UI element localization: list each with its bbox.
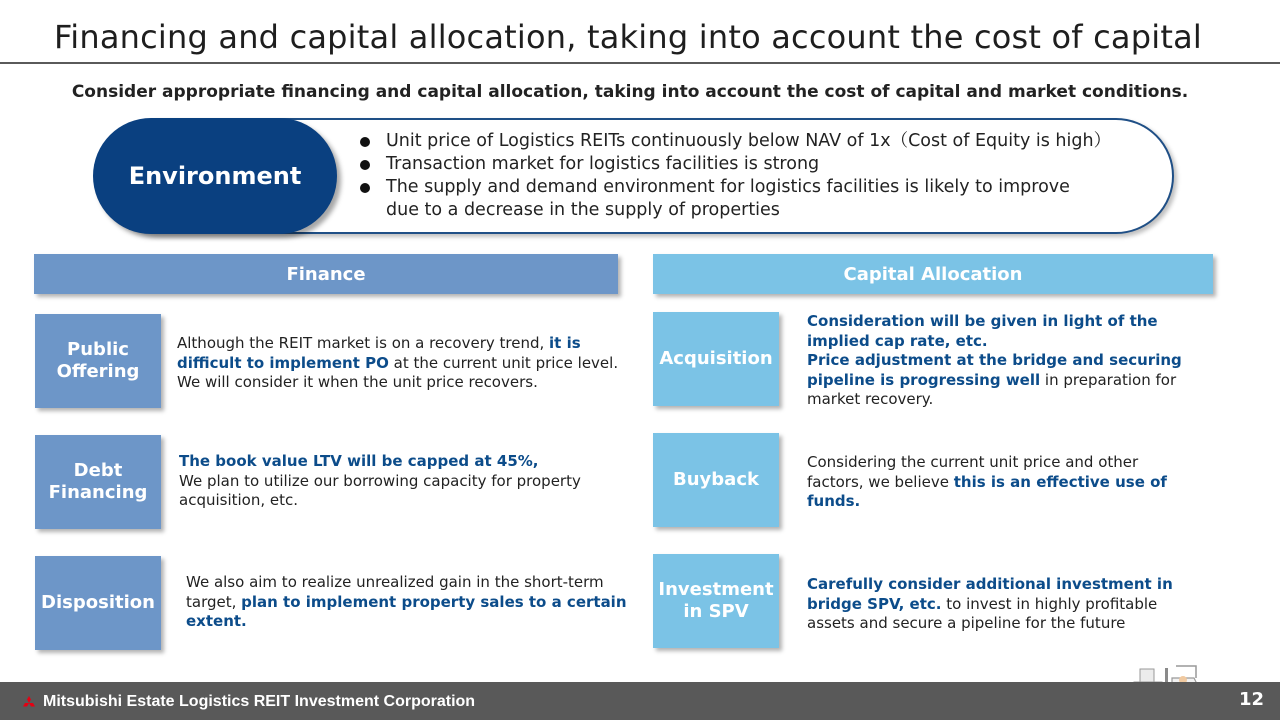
- footer-company-name: Mitsubishi Estate Logistics REIT Investment Corporation: [43, 693, 476, 710]
- acquisition-highlight-a: Consideration will be given in light of the implied cap rate, etc.: [807, 312, 1158, 350]
- title-divider: [0, 62, 1280, 64]
- public-offering-label-line2: Offering: [56, 361, 140, 382]
- investment-spv-tile: [653, 554, 779, 648]
- buyback-description: [807, 453, 1199, 512]
- bullet-dot-icon: [360, 160, 370, 170]
- environment-bullet: [360, 176, 1111, 199]
- debt-financing-highlight: The book value LTV will be capped at 45%,: [179, 452, 539, 470]
- environment-bullet-continuation: due to a decrease in the supply of properties: [386, 200, 780, 220]
- buyback-highlight: this is an effective use of funds.: [807, 472, 1167, 510]
- acquisition-label: Acquisition: [659, 348, 773, 369]
- investment-spv-label-line2: in SPV: [683, 601, 749, 622]
- public-offering-text-c: at the current unit price level. We will consider it when the unit price recovers.: [177, 353, 619, 391]
- investment-spv-label-line1: Investment: [658, 579, 774, 600]
- disposition-label: Disposition: [41, 592, 155, 613]
- page-subtitle: Consider appropriate financing and capital allocation, taking into account the cost of capital and market conditions.: [71, 82, 1189, 102]
- debt-financing-tile: [35, 435, 161, 529]
- environment-bullet: [360, 153, 1111, 176]
- environment-bullet-list: [360, 130, 1111, 222]
- capital-allocation-header: Capital Allocation: [653, 254, 1213, 294]
- public-offering-highlight: it is difficult to implement PO: [177, 334, 581, 372]
- acquisition-text-c: in preparation for market recovery.: [807, 370, 1177, 408]
- investment-spv-description: [807, 575, 1202, 634]
- page-title: Financing and capital allocation, taking into account the cost of capital: [54, 18, 1202, 56]
- acquisition-tile: [653, 312, 779, 406]
- investment-spv-highlight: Carefully consider additional investment in bridge SPV, etc.: [807, 575, 1173, 613]
- debt-financing-label-line1: Debt: [73, 460, 123, 481]
- finance-header: Finance: [34, 254, 618, 294]
- disposition-highlight: plan to implement property sales to a certain extent.: [186, 592, 627, 630]
- disposition-description: [186, 573, 636, 632]
- acquisition-highlight-b: Price adjustment at the bridge and securing pipeline is progressing well: [807, 351, 1182, 389]
- environment-badge: [93, 118, 337, 234]
- public-offering-label-line1: Public: [67, 339, 129, 360]
- mitsubishi-logo-icon: [22, 696, 36, 709]
- environment-label: Environment: [128, 162, 302, 190]
- page-number: 12: [1238, 689, 1264, 710]
- public-offering-tile: [35, 314, 161, 408]
- acquisition-description: [807, 312, 1207, 410]
- debt-financing-label-line2: Financing: [48, 482, 148, 503]
- environment-bullet-text: Unit price of Logistics REITs continuously below NAV of 1x（Cost of Equity is high）: [386, 131, 1112, 151]
- disposition-text-a: We also aim to realize unrealized gain in the short-term target,: [186, 573, 604, 611]
- disposition-tile: [35, 556, 161, 650]
- debt-financing-description: [179, 452, 629, 511]
- public-offering-text-a: Although the REIT market is on a recovery trend,: [177, 334, 550, 352]
- bullet-dot-icon: [360, 183, 370, 193]
- investment-spv-text-b: to invest in highly profitable assets and secure a pipeline for the future: [807, 594, 1158, 632]
- buyback-text-a: Considering the current unit price and other factors, we believe: [807, 453, 1139, 491]
- public-offering-description: [177, 334, 637, 393]
- bullet-dot-icon: [360, 137, 370, 147]
- buyback-label: Buyback: [673, 469, 759, 490]
- environment-bullet-text: Transaction market for logistics facilities is strong: [386, 154, 820, 174]
- buyback-tile: [653, 433, 779, 527]
- environment-bullet-text: The supply and demand environment for logistics facilities is likely to improve: [386, 177, 1070, 197]
- environment-bullet: [360, 130, 1111, 153]
- debt-financing-text: We plan to utilize our borrowing capacity for property acquisition, etc.: [179, 471, 581, 509]
